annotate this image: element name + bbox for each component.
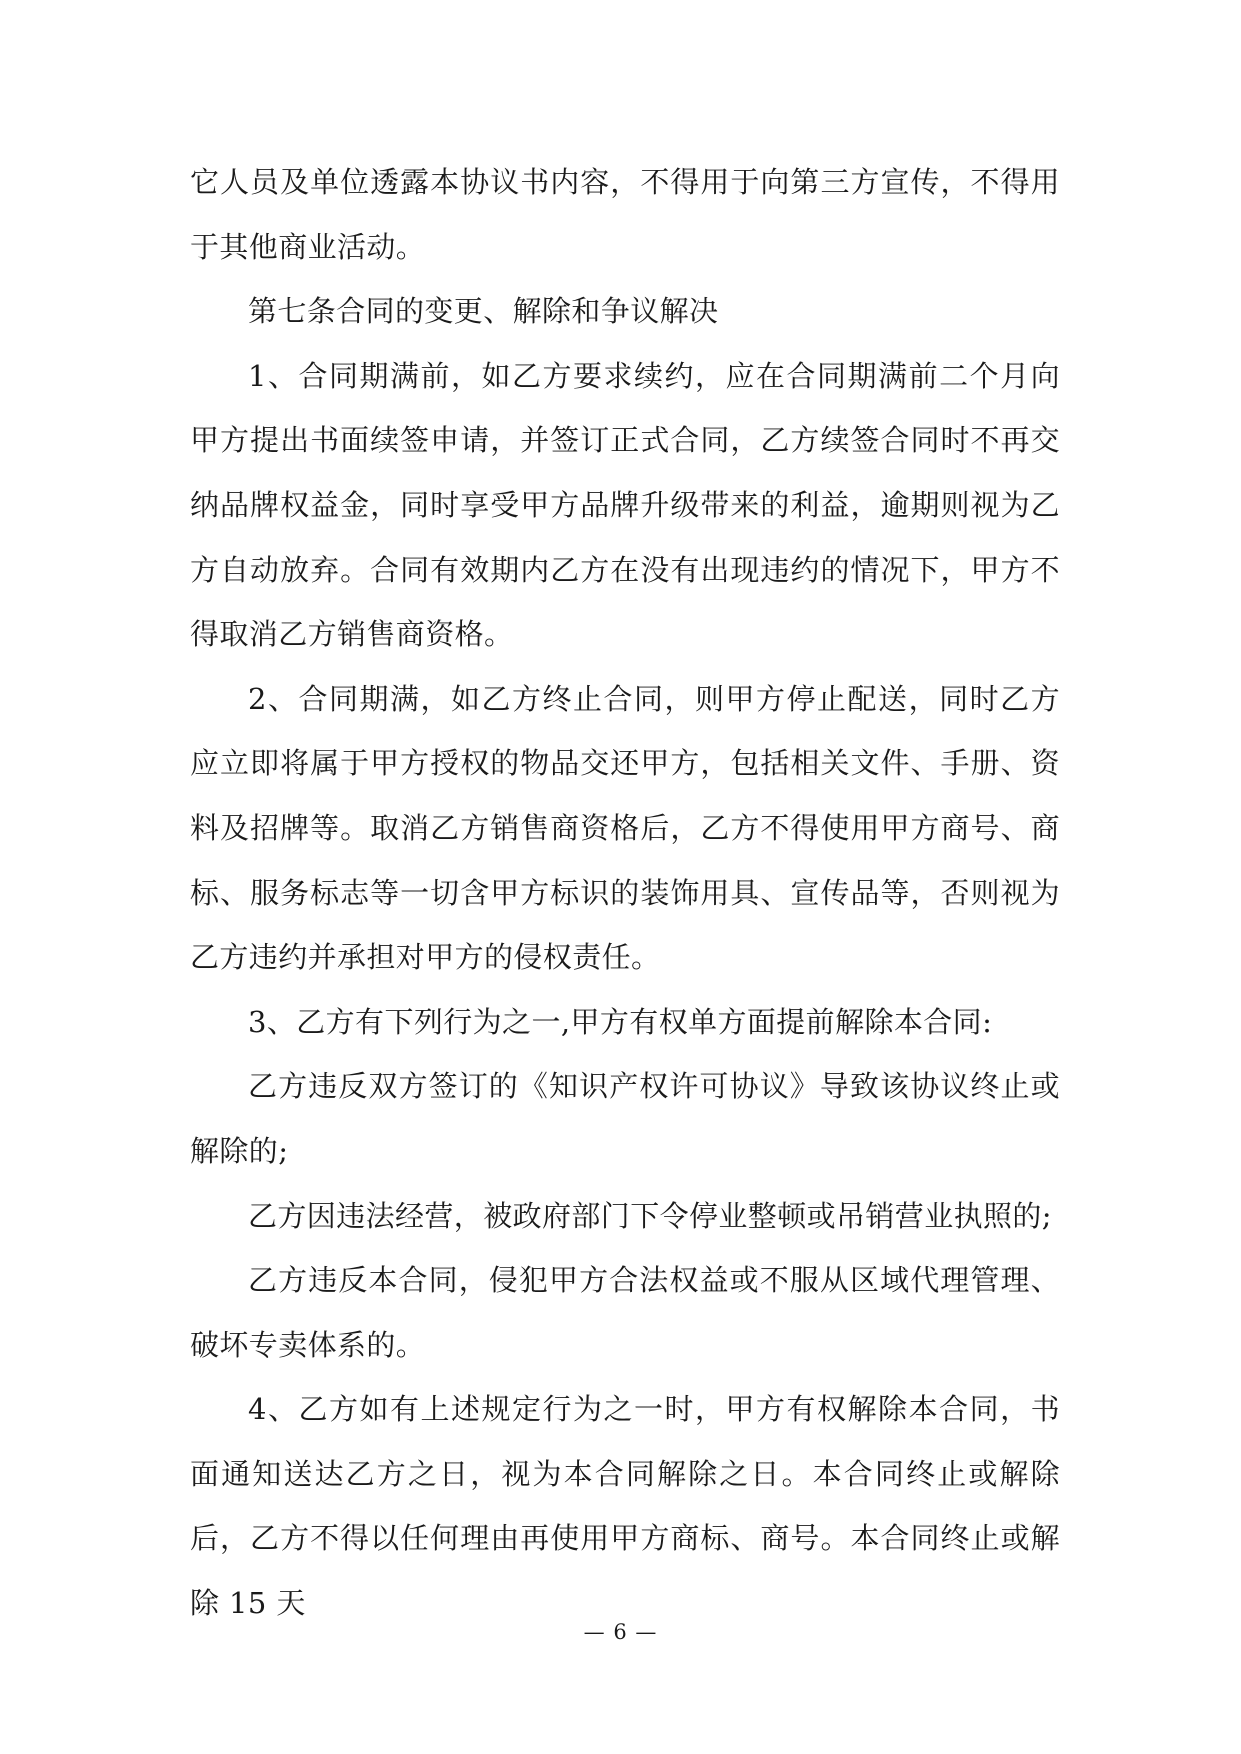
document-body [190, 150, 1060, 1636]
paragraph-clause-3-item-2: 乙方因违法经营，被政府部门下令停业整顿或吊销营业执照的; [248, 1198, 1052, 1233]
paragraph-clause-3-item-3: 乙方违反本合同，侵犯甲方合法权益或不服从区域代理管理、破坏专卖体系的。 [190, 1263, 1060, 1362]
section-heading-article-7: 第七条合同的变更、解除和争议解决 [248, 294, 719, 329]
paragraph-clause-4: 4、乙方如有上述规定行为之一时，甲方有权解除本合同，书面通知送达乙方之日，视为本合同解除之日。本合同终止或解除后，乙方不得以任何理由再使用甲方商标、商号。本合同终止或解除 15 天 [190, 1392, 1060, 1621]
paragraph-clause-3: 3、乙方有下列行为之一,甲方有权单方面提前解除本合同: [248, 1004, 993, 1039]
paragraph-clause-3-item-1: 乙方违反双方签订的《知识产权许可协议》导致该协议终止或解除的; [190, 1069, 1060, 1168]
paragraph-clause-2: 2、合同期满，如乙方终止合同，则甲方停止配送，同时乙方应立即将属于甲方授权的物品交还甲方，包括相关文件、手册、资料及招牌等。取消乙方销售商资格后，乙方不得使用甲方商号、商标、服务标志等一切含甲方标识的装饰用具、宣传品等，否则视为乙方违约并承担对甲方的侵权责任。 [190, 681, 1060, 975]
page-number: — 6 — [583, 1620, 658, 1644]
paragraph-continuation: 它人员及单位透露本协议书内容，不得用于向第三方宣传，不得用于其他商业活动。 [190, 165, 1060, 264]
paragraph-clause-1: 1、合同期满前，如乙方要求续约，应在合同期满前二个月向甲方提出书面续签申请，并签订正式合同，乙方续签合同时不再交纳品牌权益金，同时享受甲方品牌升级带来的利益，逾期则视为乙方自动放弃。合同有效期内乙方在没有出现违约的情况下，甲方不得取消乙方销售商资格。 [190, 358, 1060, 652]
